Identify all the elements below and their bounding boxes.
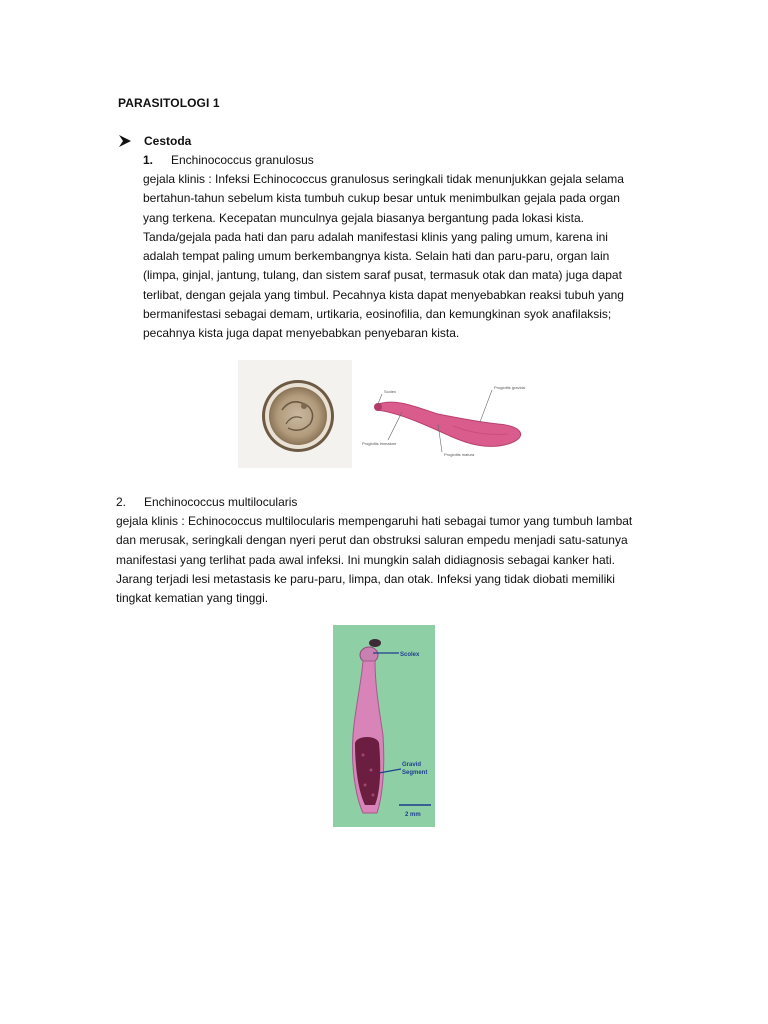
section-heading: Cestoda: [144, 134, 192, 148]
paragraph-line: Jarang terjadi lesi metastasis ke paru-paru, limpa, dan otak. Infeksi yang tidak diobati memiliki: [116, 571, 615, 586]
egg-micrograph-image: [238, 360, 352, 468]
page-title: PARASITOLOGI 1: [118, 96, 220, 110]
paragraph-line: gejala klinis : Infeksi Echinococcus granulosus seringkali tidak menunjukkan gejala selama: [143, 172, 624, 186]
paragraph-line: yang terkena. Kecepatan munculnya gejala biasanya bergantung pada lokasi kista.: [143, 210, 584, 225]
label-proglottid-immature: Proglottis immature: [362, 441, 397, 446]
paragraph-line: Tanda/gejala pada hati dan paru adalah manifestasi klinis yang paling umum, karena ini: [143, 229, 608, 244]
item-1-paragraph: [143, 170, 663, 344]
item-2-number: 2.: [116, 495, 127, 509]
paragraph-line: bermanifestasi sebagai demam, urtikaria, eosinofilia, dan kemungkinan syok anafilaksis;: [143, 307, 612, 322]
paragraph-line: dan merusak, seringkali dengan nyeri perut dan obstruksi saluran empedu menjadi satu-satunya: [116, 533, 628, 548]
label-scolex: Scolex: [400, 652, 420, 658]
paragraph-line: bertahun-tahun sebelum kista tumbuh cukup besar untuk menimbulkan gejala pada organ: [143, 191, 620, 206]
item-1-heading: [143, 153, 314, 167]
label-proglottid-gravid: Proglottis gravida: [494, 385, 525, 390]
paragraph-line: terlibat, dengan gejala yang timbul. Pecahnya kista dapat menyebabkan reaksi tubuh yang: [143, 287, 624, 302]
label-gravid: Gravid: [402, 762, 422, 768]
scale-bar-label: 2 mm: [405, 812, 421, 818]
paragraph-line: (limpa, ginjal, jantung, tulang, dan sistem saraf pusat, termasuk otak dan mata) juga dapat: [143, 268, 622, 283]
section-cestoda: [118, 134, 191, 148]
label-proglottid-mature: Proglottis matura: [444, 452, 475, 457]
adult-worm-diagram: [358, 378, 528, 466]
label-scolex: Scolex: [384, 389, 397, 394]
paragraph-line: manifestasi yang terlihat pada awal infeksi. Ini mungkin salah didiagnosis sebagai kanker hati.: [116, 552, 615, 567]
label-segment: Segment: [402, 770, 428, 776]
item-2-heading: [116, 495, 297, 509]
paragraph-line: gejala klinis : Echinococcus multilocularis mempengaruhi hati sebagai tumor yang tumbuh lambat: [116, 514, 633, 528]
item-1-title: Enchinococcus granulosus: [171, 153, 314, 167]
item-2-title: Enchinococcus multilocularis: [144, 495, 298, 509]
item-1-number: 1.: [143, 153, 154, 167]
arrow-bullet-icon: [118, 134, 132, 148]
item-2-paragraph: [116, 512, 656, 608]
paragraph-line: pecahnya kista juga dapat menyebabkan penyebaran kista.: [143, 326, 460, 341]
paragraph-line: tingkat kematian yang tinggi.: [116, 591, 269, 606]
paragraph-line: adalah tempat paling umum berkembangnya kista. Selain hati dan paru-paru, organ lain: [143, 249, 610, 264]
specimen-micrograph-image: [333, 625, 435, 827]
